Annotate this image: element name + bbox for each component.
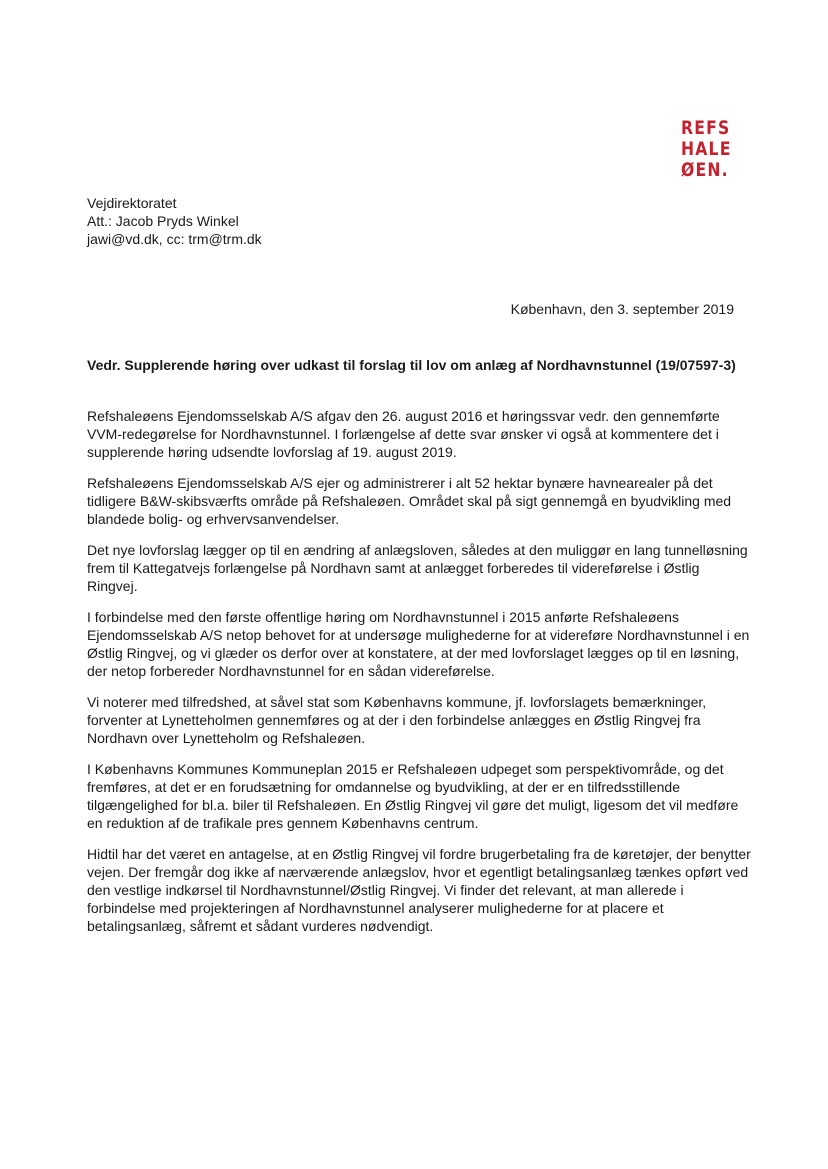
recipient-email: jawi@vd.dk, cc: trm@trm.dk xyxy=(87,231,262,247)
logo-line-2: HALE xyxy=(681,138,732,160)
body-paragraph: Det nye lovforslag lægger op til en ændring af anlægsloven, således at den muliggør en lang tunnelløsning frem til Kattegatvejs forlængelse på Nordhavn samt at anlægget forberedes til videreførelse i Østlig Ringvej. xyxy=(87,542,748,594)
body-paragraph: I Københavns Kommunes Kommuneplan 2015 er Refshaleøen udpeget som perspektivområde, og det fremføres, at det er en forudsætning for omdannelse og byudvikling, at der er en tilfredsstillende tilgængelighed for bl.a. biler til Refshaleøen. En Østlig Ringvej vil gøre det muligt, ligesom det vil medføre en reduktion af de trafikale pres gennem Københavns centrum. xyxy=(87,761,739,831)
recipient-name: Vejdirektoratet xyxy=(87,195,177,211)
body-paragraph: Hidtil har det været en antagelse, at en Østlig Ringvej vil fordre brugerbetaling fra de køretøjer, der benytter vejen. Der fremgår dog ikke af nærværende anlægslov, hvor et egentligt betalingsanlæg tænkes opført ved den vestlige indkørsel til Nordhavnstunnel/Østlig Ringvej. Vi finder det relevant, at man allerede i forbindelse med projekteringen af Nordhavnstunnel analyserer mulighederne for at placere et betalingsanlæg, såfremt et sådant vurderes nødvendigt. xyxy=(87,846,751,934)
body-paragraph: Vi noterer med tilfredshed, at såvel stat som Københavns kommune, jf. lovforslagets bemærkninger, forventer at Lynetteholmen gennemføres og at der i den forbindelse anlægges en Østlig Ringvej fra Nordhavn over Lynetteholm og Refshaleøen. xyxy=(87,694,707,746)
logo-line-1: REFS xyxy=(681,117,731,139)
refshaleoen-logo xyxy=(681,118,738,181)
body-paragraph: I forbindelse med den første offentlige høring om Nordhavnstunnel i 2015 anførte Refshaleøens Ejendomsselskab A/S netop behovet for at undersøge mulighederne for at videreføre Nordhavnstunnel i en Østlig Ringvej, og vi glæder os derfor over at konstatere, at der med lovforslaget lægges op til en løsning, der netop forbereder Nordhavnstunnel for en sådan videreførelse. xyxy=(87,609,750,679)
body-paragraph: Refshaleøens Ejendomsselskab A/S afgav den 26. august 2016 et høringssvar vedr. den gennemførte VVM-redegørelse for Nordhavnstunnel. I forlængelse af dette svar ønsker vi også at kommentere det i supplerende høring udsendte lovforslag af 19. august 2019. xyxy=(87,408,720,460)
logo-line-3: ØEN. xyxy=(681,159,729,181)
letter-body xyxy=(87,407,752,948)
recipient-block xyxy=(87,194,262,248)
letter-subject: Vedr. Supplerende høring over udkast til forslag til lov om anlæg af Nordhavnstunnel (19/07597-3) xyxy=(87,357,736,373)
body-paragraph: Refshaleøens Ejendomsselskab A/S ejer og administrerer i alt 52 hektar bynære havnearealer på det tidligere B&W-skibsværfts område på Refshaleøen. Området skal på sigt gennemgå en byudvikling med blandede bolig- og erhvervsanvendelser. xyxy=(87,475,732,527)
letter-date: København, den 3. september 2019 xyxy=(510,301,734,317)
recipient-attention: Att.: Jacob Pryds Winkel xyxy=(87,213,239,229)
